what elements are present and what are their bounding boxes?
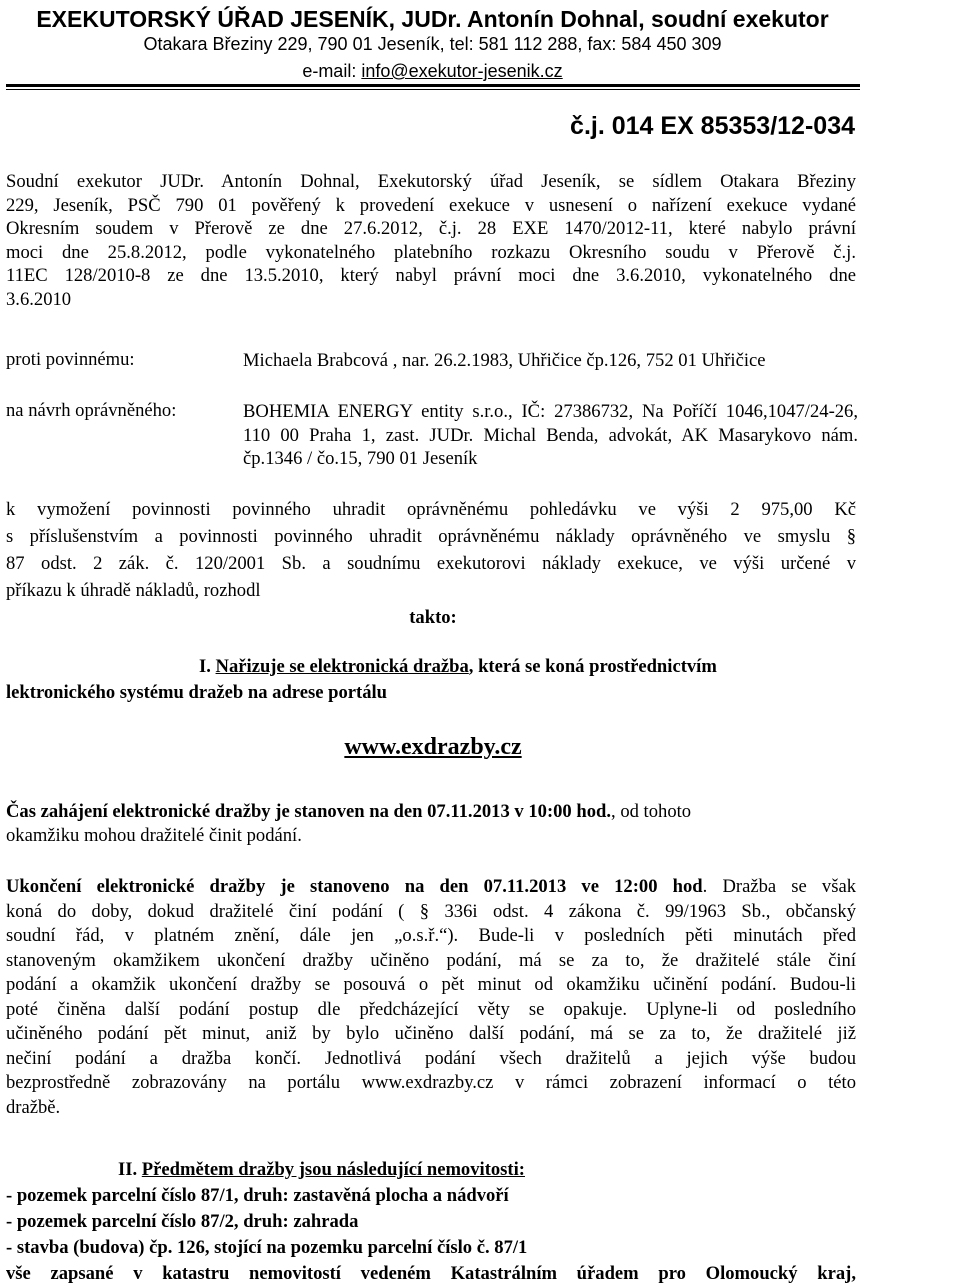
start-time-bold: Čas zahájení elektronické dražby je stanoven na den 07.11.2013 v 10:00 hod. xyxy=(6,801,612,822)
end-time-bold: Ukončení elektronické dražby je stanoveno na den 07.11.2013 ve 12:00 hod xyxy=(6,876,703,897)
intro-line: 3.6.2010 xyxy=(6,288,72,310)
property-item: - pozemek parcelní číslo 87/2, druh: zahrada xyxy=(6,1211,359,1232)
intro-line: moci dne 25.8.2012, podle vykonatelného platebního rozkazu Okresního soudu v Přerově č.j. xyxy=(6,241,856,263)
end-time-rest: . Dražba se však xyxy=(702,876,856,897)
section-two-title: Předmětem dražby jsou následující nemovitosti: xyxy=(141,1159,525,1180)
office-address: Otakara Březiny 229, 790 01 Jeseník, tel: 581 112 288, fax: 584 450 309 xyxy=(143,34,722,54)
end-time-line: nečiní podání a dražba končí. Jednotlivá podání všech dražitelů a jejich výše budou xyxy=(6,1047,856,1069)
section-one-line1 xyxy=(6,654,856,680)
debtor-value: Michaela Brabcová , nar. 26.2.1983, Uhřičice čp.126, 752 01 Uhřičice xyxy=(243,350,766,371)
start-time-paragraph xyxy=(6,800,856,848)
end-time-line: koná do doby, dokud dražitelé činí podání ( § 336i odst. 4 zákona č. 99/1963 Sb., občanský xyxy=(6,900,856,922)
end-time-line: bezprostředně zobrazovány na portálu www.exdrazby.cz v rámci zobrazení informací o této xyxy=(6,1072,856,1093)
end-time-line: učiněného podání pět minut, aniž by bylo učiněno další podání, má se za to, že dražitelé již xyxy=(6,1023,856,1044)
section-two xyxy=(6,1157,856,1287)
email-label: e-mail: xyxy=(302,61,362,81)
creditor-value xyxy=(243,400,858,471)
creditor-line: čp.1346 / čo.15, 790 01 Jeseník xyxy=(243,448,478,470)
property-item: vše zapsané v katastru nemovitostí vedeném Katastrálním úřadem pro Olomoucký kraj, xyxy=(6,1263,856,1284)
case-number: č.j. 014 EX 85353/12-034 xyxy=(570,112,855,140)
intro-line: 11EC 128/2010-8 ze dne 13.5.2010, který nabyl právní moci dne 3.6.2010, vykonatelného dne xyxy=(6,265,856,287)
property-item: - pozemek parcelní číslo 87/1, druh: zastavěná plocha a nádvoří xyxy=(6,1185,509,1206)
section-two-number: II. xyxy=(118,1159,142,1180)
claim-line: k vymožení povinnosti povinného uhradit oprávněnému pohledávku ve výši 2 975,00 Kč xyxy=(6,499,856,520)
claim-line: s příslušenstvím a povinnosti povinného uhradit oprávněnému náklady oprávněného ve smyslu § xyxy=(6,526,856,547)
start-time-line2: okamžiku mohou dražitelé činit podání. xyxy=(6,825,302,846)
claim-line: 87 odst. 2 zák. č. 120/2001 Sb. a soudnímu exekutorovi náklady exekuce, ve výši určené v xyxy=(6,553,856,574)
end-time-line: soudní řád, v platném znění, dále jen „o.s.ř.“). Bude-li v posledních pěti minutách před xyxy=(6,925,856,946)
header-rule-thin xyxy=(6,89,860,90)
end-time-line: podání a okamžik ukončení dražby se posouvá o pět minut od okamžiku učinění podání. Budou-li xyxy=(6,974,856,995)
claim-line: příkazu k úhradě nákladů, rozhodl xyxy=(6,580,261,601)
decision-word: takto: xyxy=(409,607,457,628)
header-rule-thick xyxy=(6,84,860,87)
intro-line: Okresním soudem v Přerově ze dne 27.6.2012, č.j. 28 EXE 1470/2012-11, které nabylo právní xyxy=(6,218,856,240)
creditor-line: BOHEMIA ENERGY entity s.r.o., IČ: 27386732, Na Poříčí 1046,1047/24-26, xyxy=(243,401,858,422)
end-time-paragraph xyxy=(6,875,856,1120)
section-one-title: Nařizuje se elektronická dražba xyxy=(215,656,469,677)
end-time-line: dražbě. xyxy=(6,1096,61,1118)
start-time-line1 xyxy=(6,800,856,824)
intro-line: 229, Jeseník, PSČ 790 01 pověřený k provedení exekuce v usnesení o nařízení exekuce vydané xyxy=(6,194,856,216)
section-one-number: I. xyxy=(199,656,216,677)
creditor-line: 110 00 Praha 1, zast. JUDr. Michal Benda, advokát, AK Masarykovo nám. xyxy=(243,424,858,446)
section-one xyxy=(6,654,856,706)
debtor-label: proti povinnému: xyxy=(6,349,135,370)
property-item: - stavba (budova) čp. 126, stojící na pozemku parcelní číslo č. 87/1 xyxy=(6,1237,528,1258)
email-link[interactable]: info@exekutor-jesenik.cz xyxy=(361,61,563,81)
section-one-rest: , která se koná prostřednictvím xyxy=(468,656,717,677)
office-email-line xyxy=(10,61,855,82)
claim-paragraph xyxy=(6,496,856,604)
start-time-rest: , od tohoto xyxy=(611,801,692,822)
creditor-label: na návrh oprávněného: xyxy=(6,400,177,421)
end-time-line: stanoveným okamžikem ukončení dražby učiněno podání, má se za to, že dražitelé stále činí xyxy=(6,949,856,971)
intro-line: Soudní exekutor JUDr. Antonín Dohnal, Exekutorský úřad Jeseník, se sídlem Otakara Březiny xyxy=(6,171,856,192)
intro-paragraph xyxy=(6,170,856,312)
end-time-line: poté činěna další podání postup dle předcházející věty se opakuje. Uplyne-li od posledního xyxy=(6,998,856,1020)
section-one-line2: lektronického systému dražeb na adrese portálu xyxy=(6,682,387,703)
end-time-line1 xyxy=(6,875,856,900)
section-two-heading xyxy=(6,1157,856,1183)
office-title: EXEKUTORSKÝ ÚŘAD JESENÍK, JUDr. Antonín Dohnal, soudní exekutor xyxy=(36,6,829,32)
auction-portal-link[interactable]: www.exdrazby.cz xyxy=(344,734,522,760)
